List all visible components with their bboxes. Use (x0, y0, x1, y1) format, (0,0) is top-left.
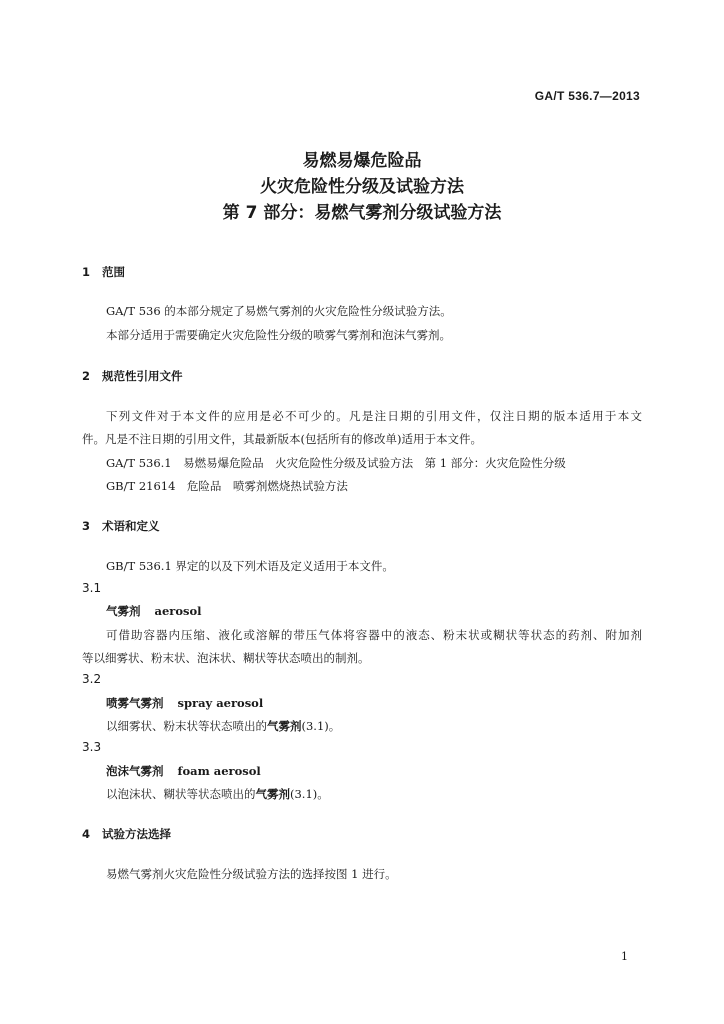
reference-item: GB/T 21614 危险品 喷雾剂燃烧热试验方法 (106, 479, 348, 493)
paragraph: GA/T 536 的本部分规定了易燃气雾剂的火灾危险性分级试验方法。 (106, 304, 452, 318)
section-number: 3 (82, 519, 91, 533)
title-line-2: 火灾危险性分级及试验方法 (260, 177, 464, 197)
section-3-heading (82, 518, 160, 534)
section-1-heading (82, 264, 125, 280)
section-title: 试验方法选择 (102, 827, 171, 841)
page-number: 1 (621, 950, 628, 963)
term-zh: 泡沫气雾剂 (106, 764, 164, 778)
term-heading (106, 695, 263, 711)
section-number: 4 (82, 827, 91, 841)
paragraph: 件。凡是不注日期的引用文件，其最新版本(包括所有的修改单)适用于本文件。 (82, 432, 482, 446)
section-number: 1 (82, 265, 91, 279)
paragraph: GB/T 536.1 界定的以及下列术语及定义适用于本文件。 (106, 559, 394, 573)
term-reference: 气雾剂 (255, 787, 290, 801)
paragraph: 易燃气雾剂火灾危险性分级试验方法的选择按图 1 进行。 (106, 867, 397, 881)
term-number: 3.3 (82, 740, 102, 754)
term-zh: 喷雾气雾剂 (106, 696, 164, 710)
term-reference: 气雾剂 (267, 719, 302, 733)
section-4-heading (82, 826, 171, 842)
title-line-1: 易燃易爆危险品 (302, 151, 422, 171)
section-title: 术语和定义 (102, 519, 160, 533)
term-number: 3.1 (82, 581, 102, 595)
term-zh: 气雾剂 (106, 604, 141, 618)
paragraph: 下列文件对于本文件的应用是必不可少的。凡是注日期的引用文件，仅注日期的版本适用于本文 (106, 409, 642, 423)
term-definition: 以细雾状、粉末状等状态喷出的气雾剂(3.1)。 (106, 719, 341, 733)
section-2-heading (82, 368, 183, 384)
standard-code: GA/T 536.7—2013 (534, 89, 640, 103)
title-line-3: 第 7 部分：易燃气雾剂分级试验方法 (222, 203, 502, 223)
term-heading (106, 603, 202, 619)
paragraph: 本部分适用于需要确定火灾危险性分级的喷雾气雾剂和泡沫气雾剂。 (106, 328, 451, 342)
section-title: 范围 (102, 265, 125, 279)
section-title: 规范性引用文件 (102, 369, 183, 383)
term-definition: 等以细雾状、粉末状、泡沫状、糊状等状态喷出的制剂。 (82, 651, 370, 665)
term-en: spray aerosol (177, 696, 264, 710)
term-definition: 可借助容器内压缩、液化或溶解的带压气体将容器中的液态、粉末状或糊状等状态的药剂、附加剂 (106, 628, 642, 642)
reference-item: GA/T 536.1 易燃易爆危险品 火灾危险性分级及试验方法 第 1 部分：火灾危险性分级 (106, 456, 566, 470)
term-en: foam aerosol (177, 764, 261, 778)
term-definition: 以泡沫状、糊状等状态喷出的气雾剂(3.1)。 (106, 787, 329, 801)
term-number: 3.2 (82, 672, 102, 686)
term-heading (106, 763, 261, 779)
term-en: aerosol (154, 604, 202, 618)
section-number: 2 (82, 369, 91, 383)
